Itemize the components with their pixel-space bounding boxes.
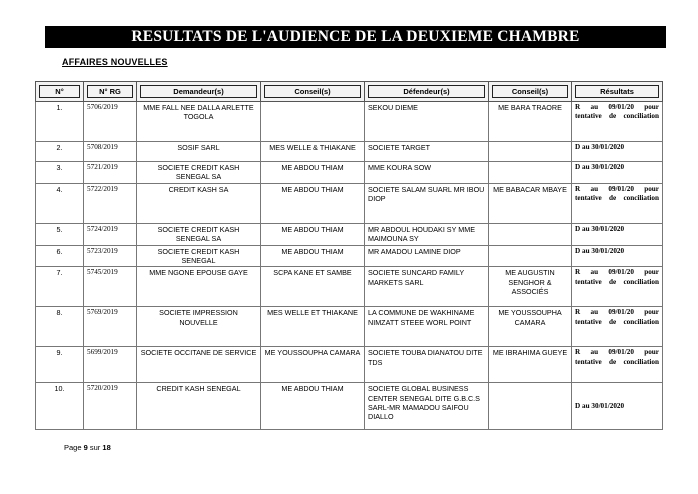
cell-resultat: D au 30/01/2020 [572,142,663,162]
cell-defendeur: LA COMMUNE DE WAKHINAME NIMZATT STEEE WORL POINT [365,307,489,347]
cell-conseil-demandeur: ME ABDOU THIAM [261,224,365,246]
cell-demandeur: SOCIETE OCCITANE DE SERVICE [137,347,261,383]
section-heading: AFFAIRES NOUVELLES [62,57,168,67]
cell-conseil-defendeur: ME BARA TRAORE [489,102,572,142]
cell-conseil-demandeur: ME ABDOU THIAM [261,383,365,430]
cell-number: 9. [36,347,84,383]
col-header-conseil-defendeur: Conseil(s) [489,82,572,102]
col-header-defendeur: Défendeur(s) [365,82,489,102]
cell-defendeur: MR ABDOUL HOUDAKI SY MME MAIMOUNA SY [365,224,489,246]
cell-resultat: R au 09/01/20 pour tentative de conciliation [572,307,663,347]
cell-defendeur: MR AMADOU LAMINE DIOP [365,246,489,267]
cell-resultat: D au 30/01/2020 [572,162,663,184]
cell-number: 3. [36,162,84,184]
cell-rg: 5699/2019 [84,347,137,383]
footer-page-total: 18 [102,443,111,452]
cell-demandeur: MME NGONE EPOUSE GAYE [137,267,261,307]
cell-demandeur: MME FALL NEE DALLA ARLETTE TOGOLA [137,102,261,142]
col-header-conseil-demandeur: Conseil(s) [261,82,365,102]
title-banner [45,26,666,48]
cell-defendeur: SOCIETE TARGET [365,142,489,162]
cell-rg: 5721/2019 [84,162,137,184]
col-header-rg: N° RG [84,82,137,102]
cell-number: 6. [36,246,84,267]
cell-defendeur: SOCIETE SUNCARD FAMILY MARKETS SARL [365,267,489,307]
cell-resultat: R au 09/01/20 pour tentative de conciliation [572,267,663,307]
cell-defendeur: MME KOURA SOW [365,162,489,184]
cell-conseil-defendeur [489,383,572,430]
cell-demandeur: SOSIF SARL [137,142,261,162]
page-title: RESULTATS DE L'AUDIENCE DE LA DEUXIEME CHAMBRE [131,28,580,45]
table-row [36,142,663,162]
cell-number: 1. [36,102,84,142]
cell-number: 2. [36,142,84,162]
cell-conseil-defendeur: ME IBRAHIMA GUEYE [489,347,572,383]
header-row [36,82,663,102]
cell-conseil-demandeur: MES WELLE ET THIAKANE [261,307,365,347]
cell-conseil-demandeur: ME ABDOU THIAM [261,184,365,224]
cell-number: 4. [36,184,84,224]
cell-conseil-defendeur [489,246,572,267]
col-header-resultats: Résultats [572,82,663,102]
cell-resultat: R au 09/01/20 pour tentative de conciliation [572,347,663,383]
table-row [36,184,663,224]
cell-defendeur: SEKOU DIEME [365,102,489,142]
cell-rg: 5708/2019 [84,142,137,162]
cell-conseil-defendeur: ME YOUSSOUPHA CAMARA [489,307,572,347]
cell-conseil-defendeur: ME BABACAR MBAYE [489,184,572,224]
cell-rg: 5769/2019 [84,307,137,347]
cell-demandeur: SOCIETE CREDIT KASH SENEGAL [137,246,261,267]
cell-conseil-defendeur [489,224,572,246]
cell-defendeur: SOCIETE TOUBA DIANATOU DITE TDS [365,347,489,383]
cell-conseil-demandeur: ME YOUSSOUPHA CAMARA [261,347,365,383]
table-row [36,307,663,347]
cell-demandeur: SOCIETE IMPRESSION NOUVELLE [137,307,261,347]
table-row [36,224,663,246]
cell-resultat: R au 09/01/20 pour tentative de conciliation [572,102,663,142]
cell-defendeur: SOCIETE GLOBAL BUSINESS CENTER SENEGAL DITE G.B.C.S SARL-MR MAMADOU SAIFOU DIALLO [365,383,489,430]
cell-conseil-demandeur: ME ABDOU THIAM [261,246,365,267]
cell-rg: 5706/2019 [84,102,137,142]
cell-rg: 5745/2019 [84,267,137,307]
table-row [36,162,663,184]
cell-defendeur: SOCIETE SALAM SUARL MR IBOU DIOP [365,184,489,224]
cell-number: 10. [36,383,84,430]
results-table [35,81,663,430]
col-header-demandeur: Demandeur(s) [137,82,261,102]
cell-number: 7. [36,267,84,307]
cell-number: 5. [36,224,84,246]
table-row [36,267,663,307]
cell-demandeur: SOCIETE CREDIT KASH SENEGAL SA [137,224,261,246]
cell-resultat: D au 30/01/2020 [572,246,663,267]
cell-demandeur: SOCIETE CREDIT KASH SENEGAL SA [137,162,261,184]
footer-page-number: 9 [83,443,88,452]
cell-demandeur: CREDIT KASH SENEGAL [137,383,261,430]
cell-rg: 5722/2019 [84,184,137,224]
cell-conseil-defendeur [489,142,572,162]
cell-rg: 5723/2019 [84,246,137,267]
cell-rg: 5720/2019 [84,383,137,430]
cell-resultat: R au 09/01/20 pour tentative de conciliation [572,184,663,224]
table-row [36,383,663,430]
table-row [36,347,663,383]
cell-conseil-demandeur: MES WELLE & THIAKANE [261,142,365,162]
cell-number: 8. [36,307,84,347]
cell-conseil-demandeur: SCPA KANE ET SAMBE [261,267,365,307]
page-footer [64,443,111,452]
cell-conseil-demandeur: ME ABDOU THIAM [261,162,365,184]
footer-separator: sur [89,443,101,452]
cell-conseil-defendeur [489,162,572,184]
cell-conseil-defendeur: ME AUGUSTIN SENGHOR & ASSOCIÉS [489,267,572,307]
cell-demandeur: CREDIT KASH SA [137,184,261,224]
cell-rg: 5724/2019 [84,224,137,246]
footer-prefix: Page [64,443,82,452]
cell-resultat: D au 30/01/2020 [572,383,663,430]
col-header-number: N° [36,82,84,102]
table-row [36,102,663,142]
cell-resultat: D au 30/01/2020 [572,224,663,246]
table-row [36,246,663,267]
cell-conseil-demandeur [261,102,365,142]
